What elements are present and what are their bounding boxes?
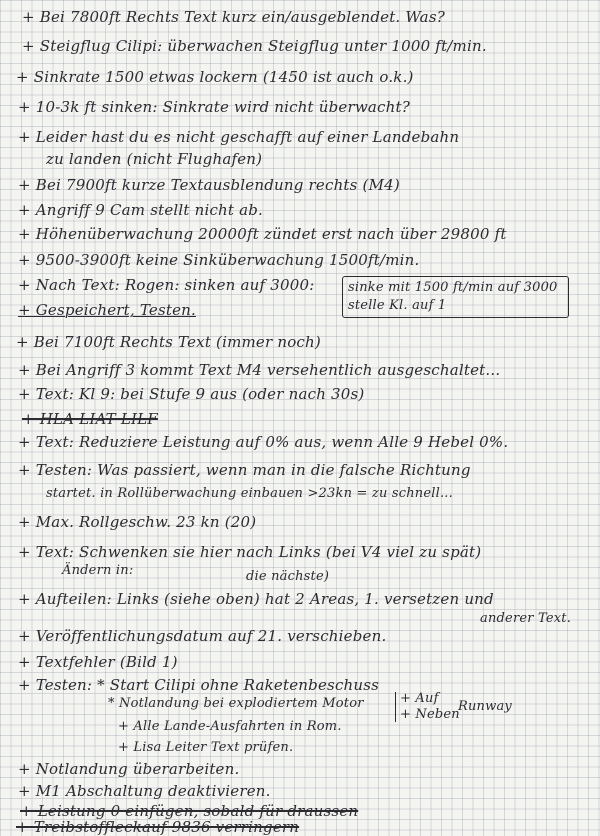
note-line: + Neben bbox=[400, 707, 460, 722]
note-line: + Testen: Was passiert, wenn man in die falsche Richtung bbox=[18, 461, 471, 479]
note-line-crossed-out: + Leistung 0 einfügen, sobald für draussen bbox=[20, 802, 359, 820]
note-line: + Bei 7100ft Rechts Text (immer noch) bbox=[16, 333, 321, 351]
note-line: + Max. Rollgeschw. 23 kn (20) bbox=[18, 513, 257, 531]
note-line: + Textfehler (Bild 1) bbox=[18, 653, 178, 671]
note-line: + Sinkrate 1500 etwas lockern (1450 ist auch o.k.) bbox=[16, 68, 414, 86]
note-line: startet. in Rollüberwachung einbauen >23kn = zu schnell... bbox=[46, 486, 453, 501]
note-line: + Bei 7900ft kurze Textausblendung rechts (M4) bbox=[18, 176, 400, 194]
note-line: + Bei Angriff 3 kommt Text M4 versehentlich ausgeschaltet... bbox=[18, 361, 501, 379]
note-line: anderer Text. bbox=[480, 611, 572, 626]
note-line: + Text: Schwenken sie hier nach Links (bei V4 viel zu spät) bbox=[18, 543, 482, 561]
note-line: Runway bbox=[458, 699, 512, 714]
note-line: + 9500-3900ft keine Sinküberwachung 1500ft/min. bbox=[18, 251, 420, 269]
note-line: Ändern in: bbox=[62, 563, 134, 578]
note-line: + Steigflug Cilipi: überwachen Steigflug unter 1000 ft/min. bbox=[22, 37, 487, 55]
note-line-crossed-out: + HLA LIAT LILF bbox=[22, 410, 158, 428]
note-line: + M1 Abschaltung deaktivieren. bbox=[18, 782, 271, 800]
note-line: + Nach Text: Rogen: sinken auf 3000: bbox=[18, 276, 315, 294]
note-line: + Auf bbox=[400, 691, 439, 706]
note-line: + 10-3k ft sinken: Sinkrate wird nicht überwacht? bbox=[18, 98, 410, 116]
note-line: + Veröffentlichungsdatum auf 21. verschieben. bbox=[18, 627, 387, 645]
note-line: + Testen: * Start Cilipi ohne Raketenbeschuss bbox=[18, 676, 380, 694]
note-line-crossed-out: + Treibstoffleckauf 9836 verringern bbox=[16, 818, 300, 836]
note-line: + Alle Lande-Ausfahrten in Rom. bbox=[118, 719, 342, 734]
note-line: + Lisa Leiter Text prüfen. bbox=[118, 740, 294, 755]
note-line: + Text: Reduziere Leistung auf 0% aus, wenn Alle 9 Hebel 0%. bbox=[18, 433, 509, 451]
bracket-mark bbox=[395, 692, 396, 722]
note-line: + Angriff 9 Cam stellt nicht ab. bbox=[18, 201, 264, 219]
note-line: + Text: Kl 9: bei Stufe 9 aus (oder nach 30s) bbox=[18, 385, 365, 403]
note-line: stelle Kl. auf 1 bbox=[348, 298, 447, 313]
note-line: die nächste) bbox=[246, 569, 330, 584]
note-line: zu landen (nicht Flughafen) bbox=[46, 150, 263, 168]
note-line: + Notlandung überarbeiten. bbox=[18, 760, 240, 778]
note-line: + Bei 7800ft Rechts Text kurz ein/ausgeblendet. Was? bbox=[22, 8, 445, 26]
note-line: + Aufteilen: Links (siehe oben) hat 2 Areas, 1. versetzen und bbox=[18, 590, 494, 608]
note-line: * Notlandung bei explodiertem Motor bbox=[108, 696, 364, 711]
note-line: + Leider hast du es nicht geschafft auf einer Landebahn bbox=[18, 128, 460, 146]
note-line: + Höhenüberwachung 20000ft zündet erst nach über 29800 ft bbox=[18, 225, 507, 243]
note-line: sinke mit 1500 ft/min auf 3000 bbox=[348, 280, 558, 295]
note-line: + Gespeichert, Testen. bbox=[18, 301, 196, 319]
